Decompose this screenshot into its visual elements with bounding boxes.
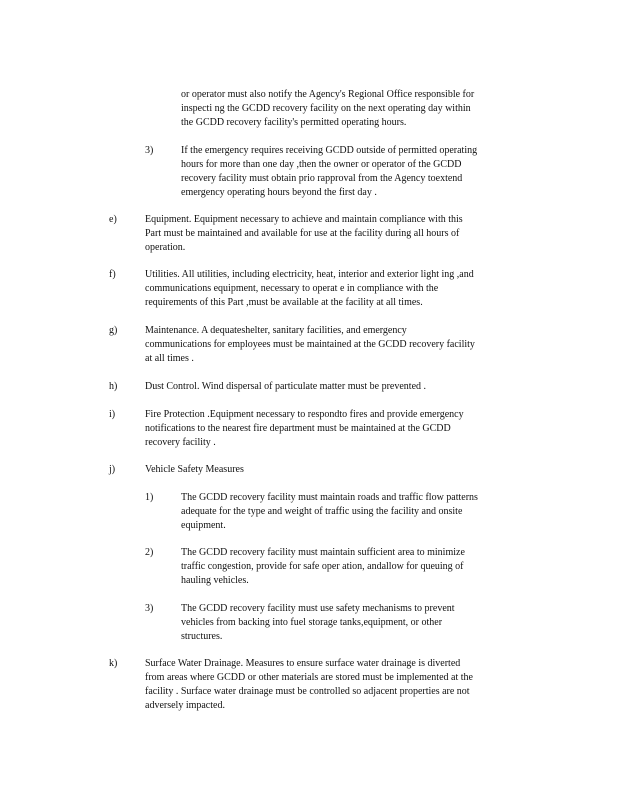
section-f-marker: f) <box>109 269 116 280</box>
text-line: emergency operating hours beyond the first day . <box>181 187 377 198</box>
subitem-2-paragraph <box>181 546 535 588</box>
text-line: The GCDD recovery facility must maintain sufficient area to minimize <box>181 547 465 558</box>
subitem-2-marker: 2) <box>145 547 154 558</box>
text-line: Utilities. All utilities, including electricity, heat, interior and exterior light ing ,and <box>145 269 474 280</box>
text-line: equipment. <box>181 520 226 531</box>
section-k-marker: k) <box>109 658 118 669</box>
text-line: traffic congestion, provide for safe oper ation, andallow for queuing of <box>181 561 464 572</box>
text-line: Vehicle Safety Measures <box>145 464 244 475</box>
text-line: communications equipment, necessary to operat e in compliance with the <box>145 283 439 294</box>
text-line: the GCDD recovery facility's permitted operating hours. <box>181 117 407 128</box>
text-line: Fire Protection .Equipment necessary to respondto fires and provide emergency <box>145 409 464 420</box>
item-3-marker: 3) <box>145 145 154 156</box>
text-line: facility . Surface water drainage must be controlled so adjacent properties are not <box>145 686 470 697</box>
text-line: adversely impacted. <box>145 700 225 711</box>
subitem-3-marker: 3) <box>145 603 154 614</box>
text-line: recovery facility must obtain prio rapproval from the Agency toextend <box>181 173 463 184</box>
text-line: communications for employees must be maintained at the GCDD recovery facility <box>145 339 475 350</box>
subitem-1-marker: 1) <box>145 492 154 503</box>
section-k-paragraph <box>145 657 535 713</box>
text-line: Surface Water Drainage. Measures to ensure surface water drainage is diverted <box>145 658 461 669</box>
text-line: structures. <box>181 631 223 642</box>
section-e-marker: e) <box>109 214 117 225</box>
section-g-marker: g) <box>109 325 118 336</box>
text-line: or operator must also notify the Agency's Regional Office responsible for <box>181 89 475 100</box>
intro-paragraph <box>181 88 533 130</box>
text-line: hours for more than one day ,then the owner or operator of the GCDD <box>181 159 462 170</box>
section-g-paragraph <box>145 324 535 366</box>
text-line: recovery facility . <box>145 437 216 448</box>
section-j-marker: j) <box>109 464 116 475</box>
section-h-marker: h) <box>109 381 118 392</box>
text-line: hauling vehicles. <box>181 575 249 586</box>
section-h-paragraph <box>145 380 535 394</box>
section-j-heading <box>145 463 535 477</box>
text-line: at all times . <box>145 353 194 364</box>
text-line: notifications to the nearest fire department must be maintained at the GCDD <box>145 423 451 434</box>
section-e-paragraph <box>145 213 535 255</box>
text-line: vehicles from backing into fuel storage tanks,equipment, or other <box>181 617 443 628</box>
text-line: The GCDD recovery facility must maintain roads and traffic flow patterns <box>181 492 478 503</box>
item-3-paragraph <box>181 144 533 200</box>
text-line: If the emergency requires receiving GCDD outside of permitted operating <box>181 145 478 156</box>
text-line: requirements of this Part ,must be available at the facility at all times. <box>145 297 423 308</box>
text-line: Part must be maintained and available for use at the facility during all hours of <box>145 228 460 239</box>
text-line: Dust Control. Wind dispersal of particulate matter must be prevented . <box>145 381 427 392</box>
text-line: operation. <box>145 242 186 253</box>
section-i-marker: i) <box>109 409 116 420</box>
text-line: Equipment. Equipment necessary to achieve and maintain compliance with this <box>145 214 463 225</box>
section-i-paragraph <box>145 408 535 450</box>
subitem-3-paragraph <box>181 602 535 644</box>
text-line: The GCDD recovery facility must use safety mechanisms to prevent <box>181 603 455 614</box>
text-line: inspecti ng the GCDD recovery facility on the next operating day within <box>181 103 471 114</box>
section-f-paragraph <box>145 268 535 310</box>
subitem-1-paragraph <box>181 491 535 533</box>
text-line: adequate for the type and weight of traffic using the facility and onsite <box>181 506 463 517</box>
text-line: from areas where GCDD or other materials are stored must be implemented at the <box>145 672 473 683</box>
text-line: Maintenance. A dequateshelter, sanitary facilities, and emergency <box>145 325 407 336</box>
